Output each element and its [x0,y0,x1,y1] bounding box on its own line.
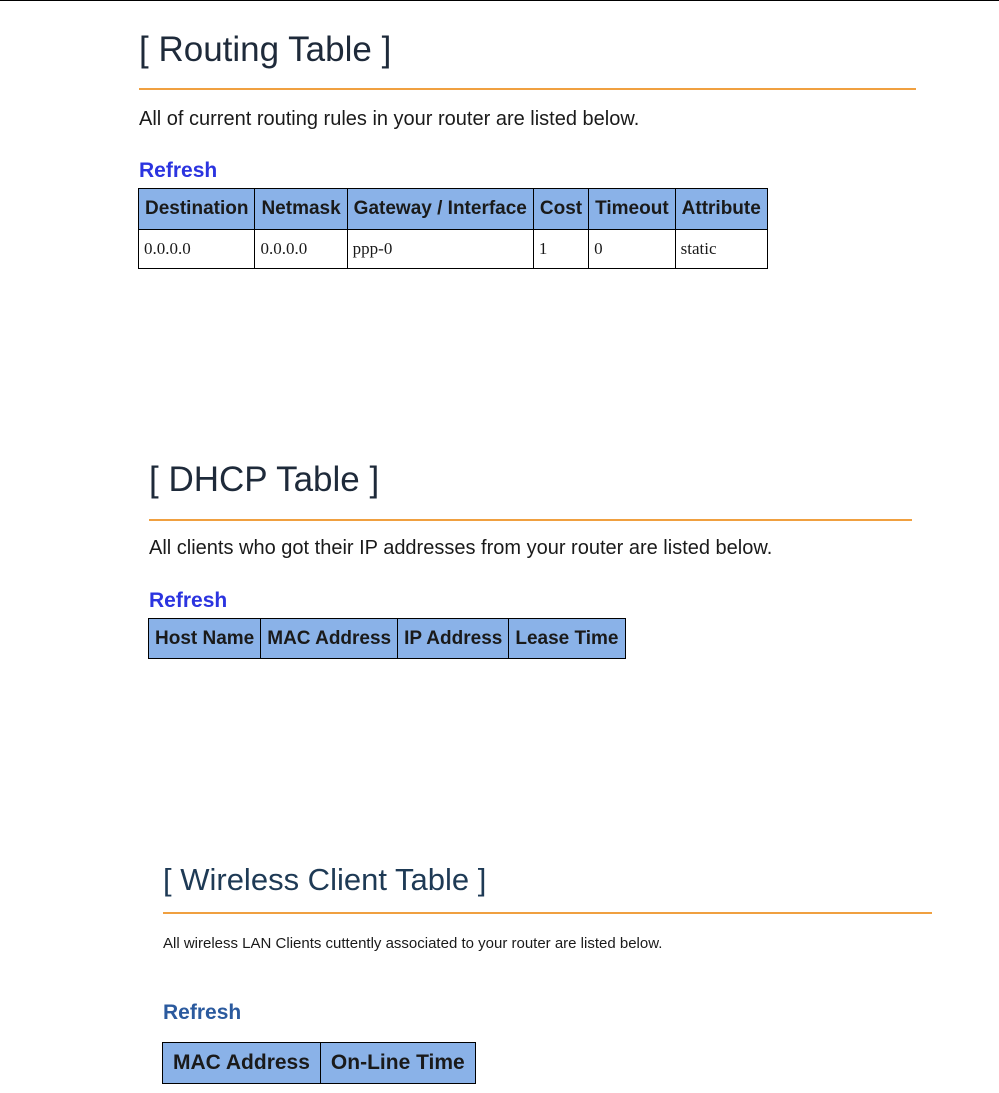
routing-table [138,188,768,269]
col-destination: Destination [139,189,255,230]
col-ip-address: IP Address [398,619,509,659]
cell-netmask: 0.0.0.0 [255,230,347,269]
col-timeout: Timeout [589,189,676,230]
col-gateway-interface: Gateway / Interface [347,189,533,230]
wireless-client-table-title: [ Wireless Client Table ] [163,862,487,897]
col-mac-address: MAC Address [163,1043,321,1084]
wireless-table-header-row [163,1043,476,1084]
dhcp-table [148,618,626,659]
col-on-line-time: On-Line Time [320,1043,475,1084]
wireless-client-table [162,1042,476,1084]
routing-table-description: All of current routing rules in your router are listed below. [139,108,640,130]
routing-table-title: [ Routing Table ] [139,30,392,69]
dhcp-table-header-row [149,619,626,659]
wireless-title-divider [163,912,932,914]
routing-refresh-link[interactable]: Refresh [139,159,218,182]
dhcp-refresh-link[interactable]: Refresh [149,589,228,612]
cell-gateway-interface: ppp-0 [347,230,533,269]
dhcp-title-divider [149,519,912,521]
cell-destination: 0.0.0.0 [139,230,255,269]
dhcp-table-description: All clients who got their IP addresses from your router are listed below. [149,537,773,559]
col-host-name: Host Name [149,619,261,659]
col-cost: Cost [533,189,588,230]
cell-attribute: static [675,230,767,269]
dhcp-table-title: [ DHCP Table ] [149,460,380,499]
cell-cost: 1 [533,230,588,269]
col-netmask: Netmask [255,189,347,230]
routing-table-header-row [139,189,768,230]
routing-title-divider [139,88,916,90]
wireless-client-table-description: All wireless LAN Clients cuttently associated to your router are listed below. [163,935,663,952]
col-lease-time: Lease Time [509,619,625,659]
col-mac-address: MAC Address [261,619,398,659]
table-row [139,230,768,269]
wireless-refresh-link[interactable]: Refresh [163,1001,242,1024]
col-attribute: Attribute [675,189,767,230]
cell-timeout: 0 [589,230,676,269]
top-border [0,0,999,1]
